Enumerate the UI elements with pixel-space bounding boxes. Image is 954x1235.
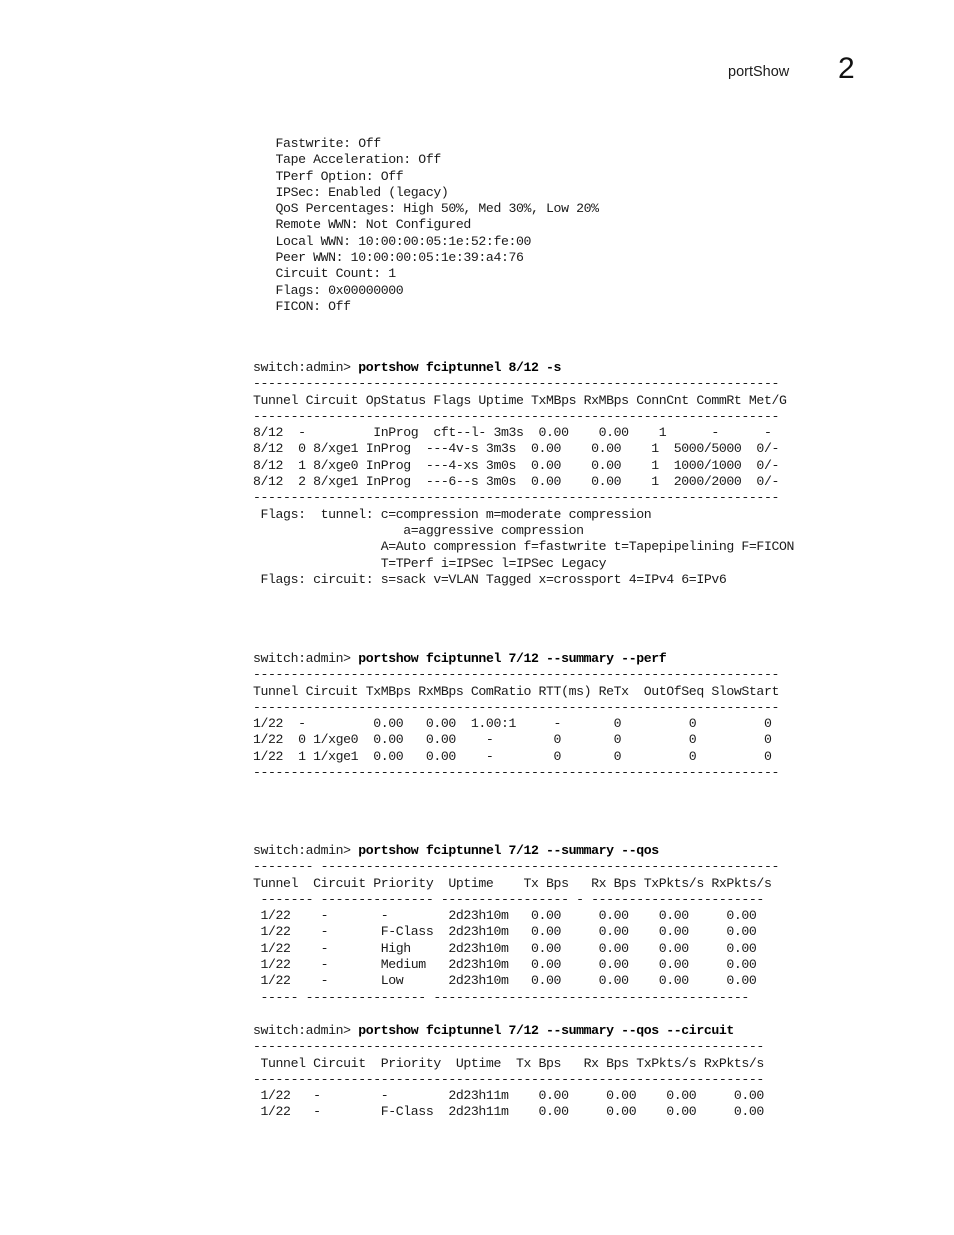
fciptunnel-perf-output — [253, 651, 779, 781]
fciptunnel-status-output — [253, 360, 794, 588]
chapter-number: 2 — [838, 52, 855, 85]
output-line: 8/12 1 8/xge0 InProg ---4-xs 3m0s 0.00 0.00 1 1000/1000 0/- — [253, 457, 779, 473]
output-line: Remote WWN: Not Configured — [275, 217, 471, 233]
output-line: 1/22 - 0.00 0.00 1.00:1 - 0 0 0 — [253, 716, 772, 732]
command-prompt: switch:admin> — [253, 651, 359, 666]
output-line: A=Auto compression f=fastwrite t=Tapepipelining F=FICON — [380, 539, 794, 555]
output-line: 1/22 - F-Class 2d23h11m 0.00 0.00 0.00 0.00 — [260, 1104, 764, 1120]
output-line: 8/12 0 8/xge1 InProg ---4v-s 3m3s 0.00 0.00 1 5000/5000 0/- — [253, 441, 779, 457]
output-line: Tunnel Circuit OpStatus Flags Uptime TxMBps RxMBps ConnCnt CommRt Met/G — [253, 392, 787, 408]
output-line: ----- ---------------- ------------------------------------------ — [260, 989, 749, 1005]
output-line: Flags: circuit: s=sack v=VLAN Tagged x=crossport 4=IPv4 6=IPv6 — [260, 571, 727, 587]
output-line: Peer WWN: 10:00:00:05:1e:39:a4:76 — [275, 250, 524, 266]
command-text: portshow fciptunnel 7/12 --summary --perf — [358, 651, 667, 666]
output-line: Tunnel Circuit Priority Uptime Tx Bps Rx Bps TxPkts/s RxPkts/s — [260, 1055, 764, 1071]
output-line: IPSec: Enabled (legacy) — [275, 184, 449, 200]
fciptunnel-qos-output — [253, 843, 779, 1006]
tunnel-config-output — [253, 136, 599, 315]
output-line: ---------------------------------------------------------------------- — [253, 408, 779, 424]
output-line: 1/22 0 1/xge0 0.00 0.00 - 0 0 0 0 — [253, 732, 772, 748]
output-line: 1/22 - - 2d23h11m 0.00 0.00 0.00 0.00 — [260, 1088, 764, 1104]
fciptunnel-qos-circuit-output — [253, 1023, 764, 1121]
command-text: portshow fciptunnel 7/12 --summary --qos — [358, 843, 659, 858]
output-line: 1/22 - Medium 2d23h10m 0.00 0.00 0.00 0.00 — [260, 957, 757, 973]
output-line: 1/22 - F-Class 2d23h10m 0.00 0.00 0.00 0.00 — [260, 924, 757, 940]
output-line: -------------------------------------------------------------------- — [253, 1039, 764, 1055]
command-text: portshow fciptunnel 7/12 --summary --qos --circuit — [358, 1023, 734, 1038]
command-prompt: switch:admin> — [253, 360, 359, 375]
output-line: -------------------------------------------------------------------- — [253, 1071, 764, 1087]
output-line: 8/12 - InProg cft--l- 3m3s 0.00 0.00 1 - - — [253, 425, 772, 441]
output-line: QoS Percentages: High 50%, Med 30%, Low 20% — [275, 201, 599, 217]
output-line: -------- ------------------------------------------------------------- — [253, 859, 779, 875]
output-line: Local WWN: 10:00:00:05:1e:52:fe:00 — [275, 233, 532, 249]
output-line: FICON: Off — [275, 298, 351, 314]
output-line: Circuit Count: 1 — [275, 266, 396, 282]
output-line: 1/22 - High 2d23h10m 0.00 0.00 0.00 0.00 — [260, 940, 757, 956]
output-line: ---------------------------------------------------------------------- — [253, 376, 779, 392]
command-prompt: switch:admin> — [253, 1023, 359, 1038]
output-line: Tape Acceleration: Off — [275, 152, 441, 168]
output-line: ---------------------------------------------------------------------- — [253, 490, 779, 506]
page-header-title: portShow — [728, 64, 790, 80]
output-line: Flags: 0x00000000 — [275, 282, 404, 298]
output-line: Flags: tunnel: c=compression m=moderate compression — [260, 506, 652, 522]
output-line: 1/22 - Low 2d23h10m 0.00 0.00 0.00 0.00 — [260, 973, 757, 989]
output-line: ---------------------------------------------------------------------- — [253, 765, 779, 781]
output-line: ---------------------------------------------------------------------- — [253, 699, 779, 715]
output-line: 8/12 2 8/xge1 InProg ---6--s 3m0s 0.00 0.00 1 2000/2000 0/- — [253, 474, 779, 490]
output-line: Fastwrite: Off — [253, 136, 381, 151]
command-prompt: switch:admin> — [253, 843, 359, 858]
output-line: T=TPerf i=IPSec l=IPSec Legacy — [380, 555, 607, 571]
output-line: 1/22 1 1/xge1 0.00 0.00 - 0 0 0 0 — [253, 748, 772, 764]
output-line: TPerf Option: Off — [275, 168, 404, 184]
output-line: 1/22 - - 2d23h10m 0.00 0.00 0.00 0.00 — [260, 908, 757, 924]
command-text: portshow fciptunnel 8/12 -s — [358, 360, 562, 375]
output-line: Tunnel Circuit Priority Uptime Tx Bps Rx Bps TxPkts/s RxPkts/s — [253, 875, 772, 891]
output-line: ---------------------------------------------------------------------- — [253, 667, 779, 683]
output-line: a=aggressive compression — [403, 522, 584, 538]
output-line: ------- --------------- ----------------- - ----------------------- — [260, 891, 764, 907]
output-line: Tunnel Circuit TxMBps RxMBps ComRatio RTT(ms) ReTx OutOfSeq SlowStart — [253, 683, 779, 699]
